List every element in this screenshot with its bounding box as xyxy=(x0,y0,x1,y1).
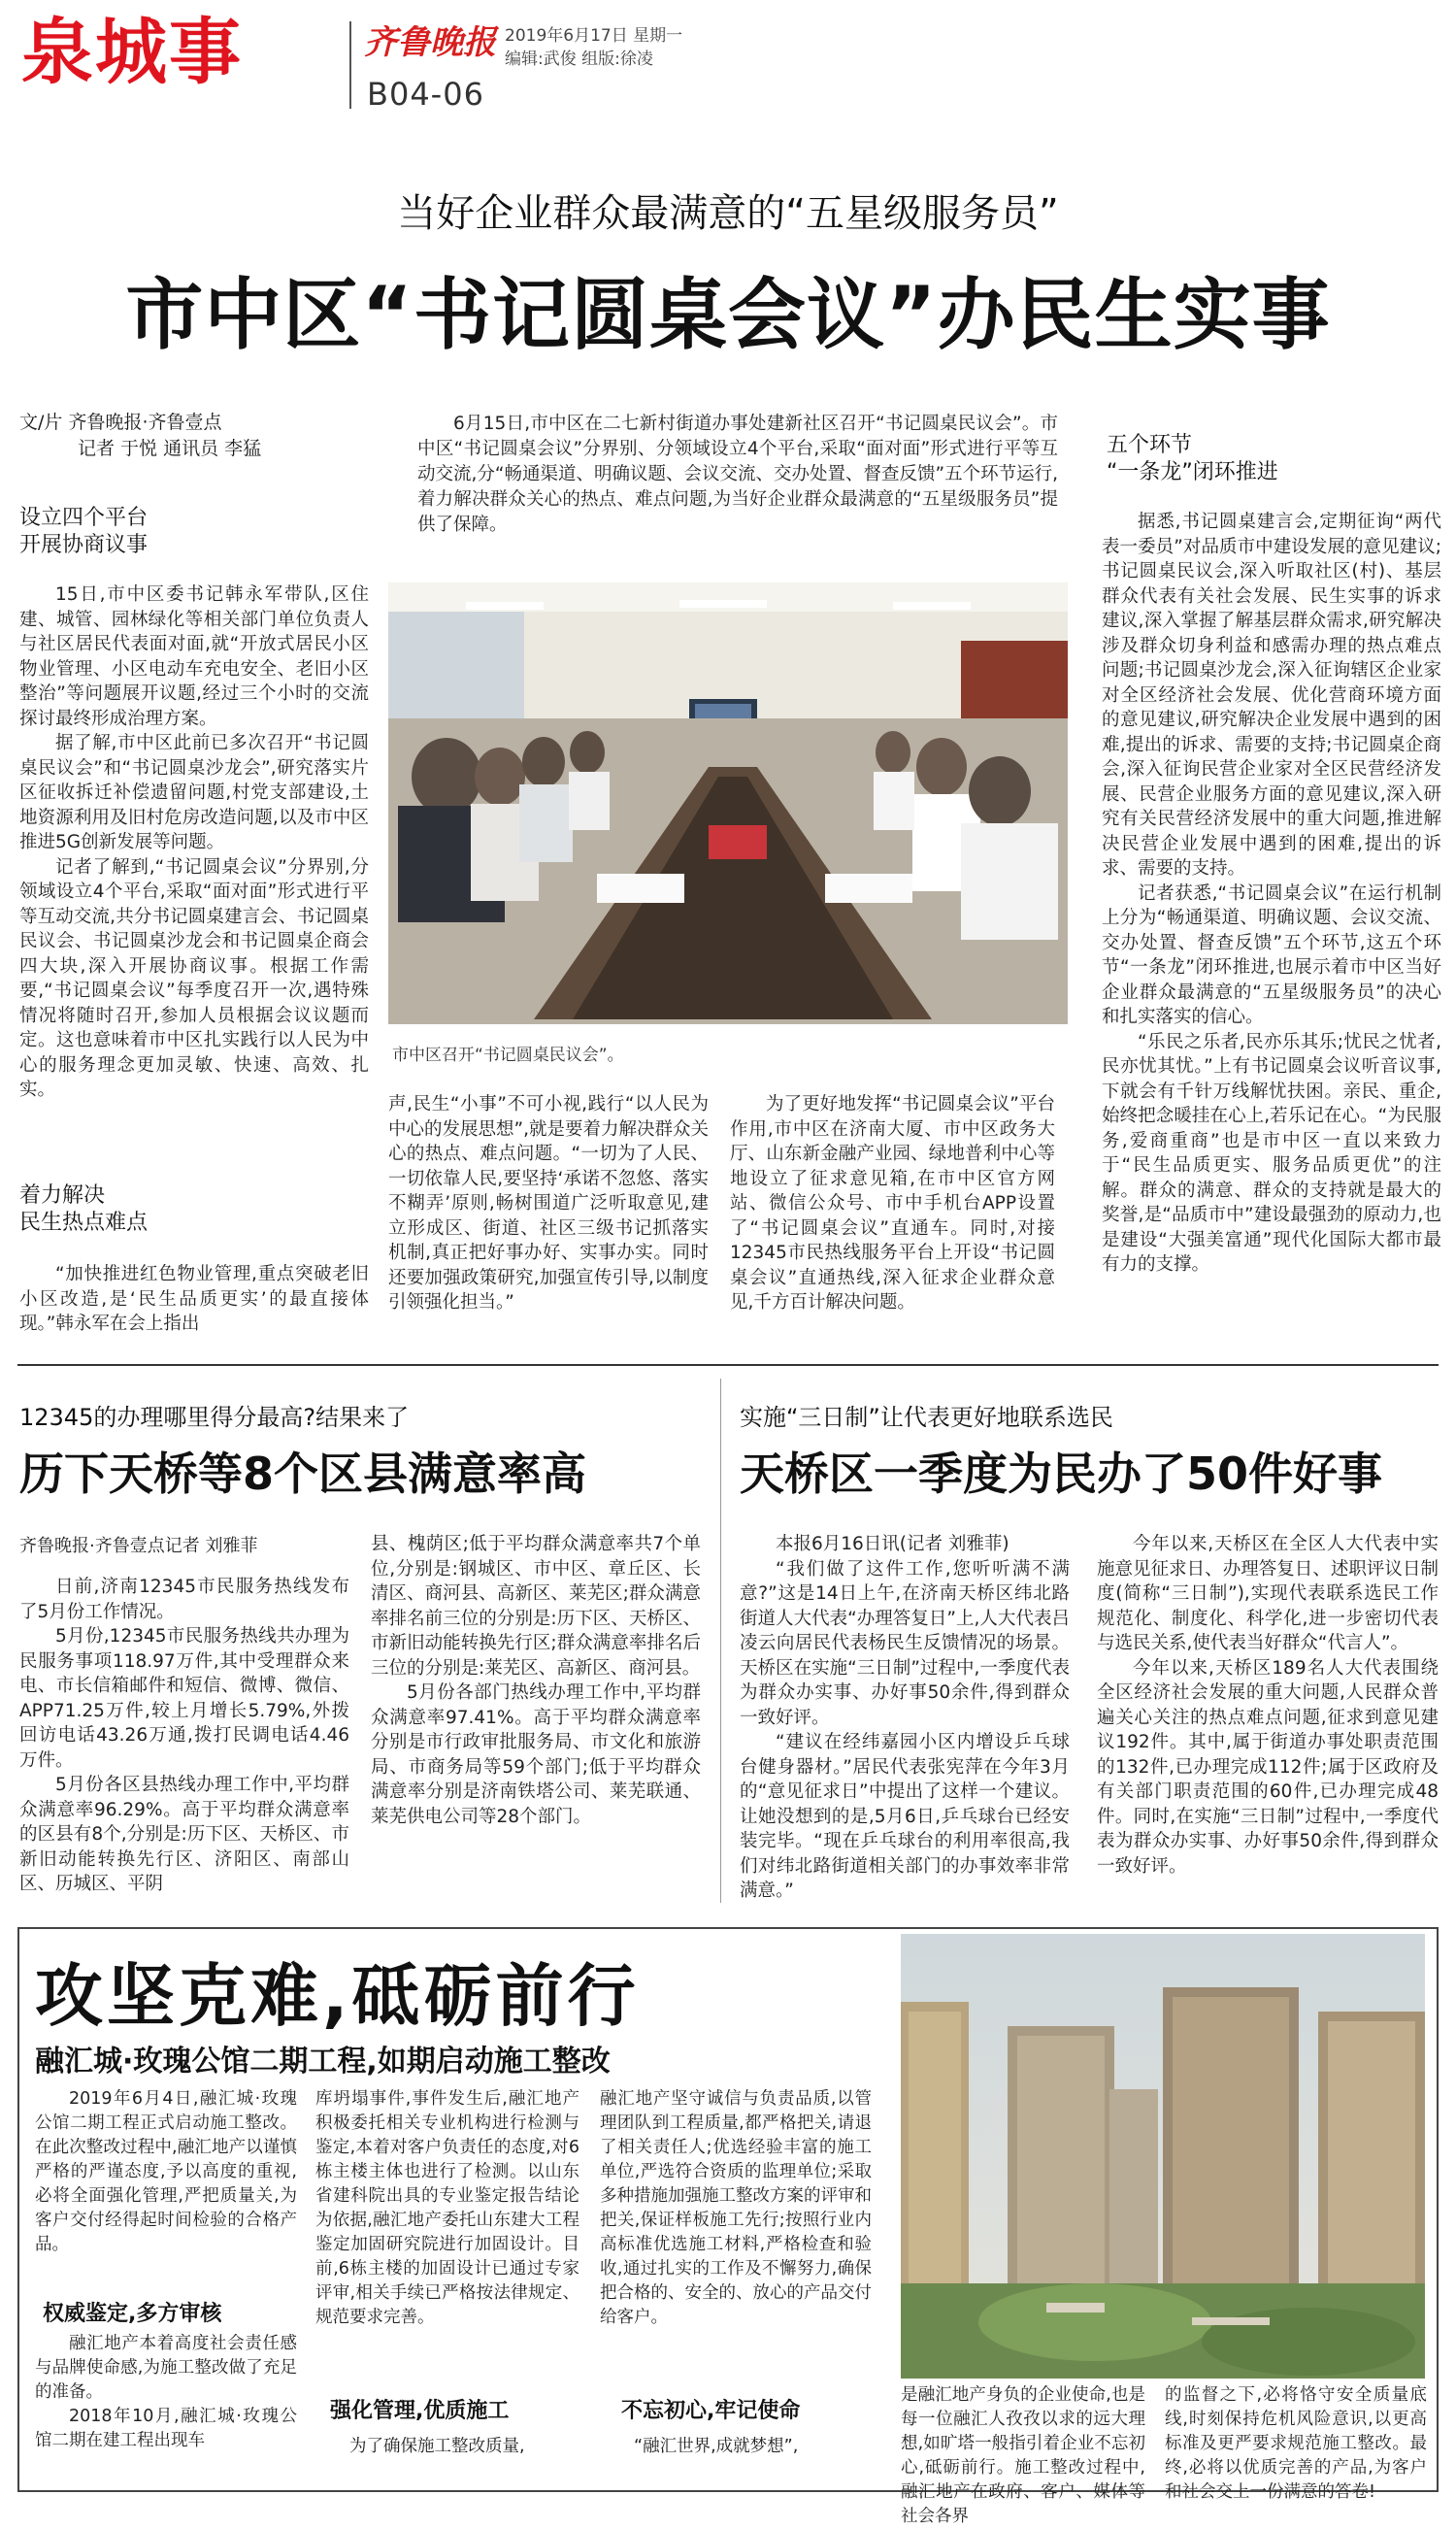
lead-column-1b xyxy=(19,1262,369,1340)
paragraph: 15日,市中区委书记韩永军带队,区住建、城管、园林绿化等相关部门单位负责人与社区居民代表面对面,就“开放式居民小区物业管理、小区电动车充电安全、老旧小区整治”等问题展开议题,经过三个小时的交流探讨最终形成治理方案。 xyxy=(19,584,369,729)
paragraph: 据悉,书记圆桌建言会,定期征询“两代表一委员”对品质市中建设发展的意见建议;书记圆桌民议会,深入听取社区(村)、基层群众代表有关社会发展、民生实事的诉求建议,深入掌握了解基层群众需求,研究解决涉及群众切身利益和感需办理的热点难点问题;书记圆桌沙龙会,深入征询辖区企业家对全区经济社会发展、优化营商环境方面的意见建议,研究解决企业发展中遇到的困难,提出的诉求、需要的支持;书记圆桌企商会,深入征询民营企业家对全区民营经济发展、民营企业服务方面的意见建议,深入研究有关民营经济发展中的重大问题,推进解决民营企业发展中遇到的困难,提出的诉求、需要的支持。 xyxy=(1102,512,1441,879)
lead-column-1 xyxy=(19,582,369,1103)
lead-column-2 xyxy=(388,1092,709,1345)
paragraph: 2019年6月4日,融汇城·玫瑰公馆二期工程正式启动施工整改。在此次整改过程中,融汇地产以谨慎严格的严谨态度,予以高度的重视,必将全面强化管理,严把质量关,为客户交付经得起时间检验的合格产品。 xyxy=(35,2089,297,2254)
story3-column-b xyxy=(1097,1532,1439,1895)
paragraph: 5月份,12345市民服务热线共办理为民服务事项118.97万件,其中受理群众来电、市长信箱邮件和短信、微博、微信、APP71.25万件,较上月增长5.79%,外拨回访电话43.26万通,拨打民调电话4.46万件。 xyxy=(19,1626,349,1771)
editor-line: 编辑:武俊 组版:徐凌 xyxy=(505,50,653,69)
paragraph: 的监督之下,必将恪守安全质量底线,时刻保持危机风险意识,以更高标准及更严要求规范施工整改。最终,必将以优质完善的产品,为客户和社会交上一份满意的答卷! xyxy=(1165,2385,1427,2502)
paragraph: 库坍塌事件,事件发生后,融汇地产积极委托相关专业机构进行检测与鉴定,本着对客户负责任的态度,对6栋主楼主体也进行了检测。以山东省建科院出具的专业鉴定报告结论为依据,融汇地产委托山东建大工程鉴定加固研究院进行加固设计。目前,6栋主楼的加固设计已通过专家评审,相关手续已严格按法律规定、规范要求完善。 xyxy=(315,2089,579,2327)
ad-headline: 攻坚克难,砥砺前行 xyxy=(35,1956,640,2036)
ad-column-2 xyxy=(315,2087,579,2330)
paragraph: 日前,济南12345市民服务热线发布了5月份工作情况。 xyxy=(19,1577,349,1622)
paragraph: 据了解,市中区此前已多次召开“书记圆桌民议会”和“书记圆桌沙龙会”,研究落实片区征收拆迁补偿遗留问题,村党支部建设,土地资源利用及旧村危房改造问题,以及市中区推进5G创新发展等问题。 xyxy=(19,733,369,852)
story3-kicker: 实施“三日制”让代表更好地联系选民 xyxy=(740,1404,1113,1431)
paragraph: 今年以来,天桥区在全区人大代表中实施意见征求日、办理答复日、述职评议日制度(简称“三日制”),实现代表联系选民工作规范化、制度化、科学化,进一步密切代表与选民关系,使代表当好群众“代言人”。 xyxy=(1097,1534,1439,1653)
ad-subheadline: 融汇城·玫瑰公馆二期工程,如期启动施工整改 xyxy=(35,2045,611,2079)
story3-column-a xyxy=(740,1532,1070,1901)
newspaper-logo: 齐鲁晚报 xyxy=(364,23,496,62)
column-divider xyxy=(720,1379,721,1903)
paragraph: “加快推进红色物业管理,重点突破老旧小区改造,是‘民生品质更实’的最直接体现。”韩永军在会上指出 xyxy=(19,1264,369,1334)
byline-line: 记者 于悦 通讯员 李猛 xyxy=(78,438,262,459)
subheading-line: 开展协商议事 xyxy=(19,533,149,557)
paragraph: 是融汇地产身负的企业使命,也是每一位融汇人孜孜以求的远大理想,如旷塔一般指引着企业不忘初心,砥砺前行。施工整改过程中,融汇地产在政府、客户、媒体等社会各界 xyxy=(901,2385,1145,2526)
ad-column-1 xyxy=(35,2087,297,2257)
story3-headline: 天桥区一季度为民办了50件好事 xyxy=(740,1448,1383,1500)
ad-column-4 xyxy=(901,2383,1145,2529)
building-render-illustration xyxy=(901,1934,1425,2379)
masthead-divider xyxy=(349,21,351,109)
paragraph: 6月15日,市中区在二七新村街道办事处建新社区召开“书记圆桌民议会”。市中区“书记圆桌会议”分界别、分领域设立4个平台,采取“面对面”形式进行平等互动交流,分“畅通渠道、明确议题、会议交流、交办处置、督查反馈”五个环节运行,着力解决群众关心的热点、难点问题,为当好企业群众最满意的“五星级服务员”提供了保障。 xyxy=(417,414,1058,535)
subheading-line: 民生热点难点 xyxy=(19,1211,149,1235)
paragraph: 5月份各区县热线办理工作中,平均群众满意率96.29%。高于平均群众满意率的区县有8个,分别是:历下区、天桥区、市新旧动能转换先行区、济阳区、南部山区、历城区、平阴 xyxy=(19,1775,349,1894)
paragraph: 县、槐荫区;低于平均群众满意率共7个单位,分别是:钢城区、市中区、章丘区、长清区、商河县、高新区、莱芜区;群众满意率排名前三位的分别是:历下区、天桥区、市新旧动能转换先行区;群众满意率排名后三位的分别是:莱芜区、高新区、商河县。 xyxy=(371,1534,701,1679)
paragraph: 为了更好地发挥“书记圆桌会议”平台作用,市中区在济南大厦、市中区政务大厅、山东新金融产业园、绿地普利中心等地设立了征求意见箱,在市中区官方网站、微信公众号、市中手机台APP设置了“书记圆桌会议”直通车。同时,对接12345市民热线服务平台上开设“书记圆桌会议”直通热线,深入征求企业群众意见,千方百计解决问题。 xyxy=(730,1094,1055,1313)
meeting-photo xyxy=(388,582,1068,1024)
subheading xyxy=(19,505,369,559)
paragraph: 5月份各部门热线办理工作中,平均群众满意率97.41%。高于平均群众满意率分别是市行政审批服务局、市文化和旅游局、市商务局等59个部门;低于平均群众满意率分别是济南铁塔公司、莱芜联通、莱芜供电公司等28个部门。 xyxy=(371,1682,701,1827)
ad-column-1b xyxy=(35,2332,297,2453)
ad-subheading: 不忘初心,牢记使命 xyxy=(621,2399,801,2423)
lead-column-4 xyxy=(1102,510,1441,1345)
subheading-line: 设立四个平台 xyxy=(19,506,149,530)
ad-column-3 xyxy=(600,2087,872,2330)
paragraph: 2018年10月,融汇城·玫瑰公馆二期在建工程出现车 xyxy=(35,2407,297,2450)
paragraph: 融汇地产坚守诚信与负责品质,以管理团队到工程质量,都严格把关,请退了相关责任人;优选经验丰富的施工单位,严选符合资质的监理单位;采取多种措施加强施工整改方案的评审和把关,保证样板施工先行;按照行业内高标准优选施工材料,严格检查和验收,通过扎实的工作及不懈努力,确保把合格的、安全的、放心的产品交付给客户。 xyxy=(600,2089,872,2327)
subheading-line: 五个环节 xyxy=(1107,433,1193,457)
paragraph: 今年以来,天桥区189名人大代表围绕全区经济社会发展的重大问题,人民群众普遍关心关注的热点难点问题,征求到意见建议192件。其中,属于街道办事处职责范围的132件,已办理完成112件;属于区政府及有关部门职责范围的60件,已办理完成48件。同时,在实施“三日制”过程中,一季度代表为群众办实事、办好事50余件,得到群众一致好评。 xyxy=(1097,1657,1439,1877)
subheading-line: “一条龙”闭环推进 xyxy=(1107,460,1278,484)
story2-headline: 历下天桥等8个区县满意率高 xyxy=(19,1448,587,1500)
lead-column-3 xyxy=(730,1092,1055,1345)
paragraph: “我们做了这件工作,您听听满不满意?”这是14日上午,在济南天桥区纬北路街道人大代表“办理答复日”上,人大代表吕凌云向居民代表杨民生反馈情况的场景。天桥区在实施“三日制”过程中,一季度代表为群众办实事、办好事50余件,得到群众一致好评。 xyxy=(740,1558,1070,1728)
lead-kicker: 当好企业群众最满意的“五星级服务员” xyxy=(397,191,1059,236)
paragraph: “融汇世界,成就梦想”, xyxy=(634,2437,799,2456)
subheading xyxy=(19,1182,369,1237)
lead-byline xyxy=(19,410,379,462)
byline-line: 文/片 齐鲁晚报·齐鲁壹点 xyxy=(19,412,222,433)
paragraph: 本报6月16日讯(记者 刘雅菲) xyxy=(776,1534,1009,1554)
ad-column-5 xyxy=(1165,2383,1427,2505)
paragraph: “乐民之乐者,民亦乐其乐;忧民之忧者,民亦忧其忧。”上有书记圆桌会议听音议事,下就会有千针万线解忧扶困。亲民、重企,始终把念暖挂在心上,若乐记在心。“为民服务,爱商重商”也是市中区一直以来致力于“民生品质更实、服务品质更优”的注解。群众的满意、群众的支持就是最大的奖誉,是“品质市中”建设最强劲的原动力,也是建设“大强美富通”现代化国际大都市最有力的支撑。 xyxy=(1102,1031,1441,1275)
page-number: B04-06 xyxy=(367,76,484,113)
building-render xyxy=(901,1934,1425,2379)
photo-caption: 市中区召开“书记圆桌民议会”。 xyxy=(392,1046,624,1065)
lead-intro xyxy=(417,412,1058,538)
lead-headline: 市中区“书记圆桌会议”办民生实事 xyxy=(125,270,1331,360)
story2-column-b xyxy=(371,1532,701,1895)
section-divider xyxy=(17,1364,1439,1366)
date-line: 2019年6月17日 星期一 xyxy=(505,26,683,46)
ad-subheading: 权威鉴定,多方审核 xyxy=(43,2302,222,2326)
paragraph: 记者了解到,“书记圆桌会议”分界别,分领域设立4个平台,采取“面对面”形式进行平等互动交流,共分书记圆桌建言会、书记圆桌民议会、书记圆桌沙龙会和书记圆桌企商会四大块,深入开展协商议事。根据工作需要,“书记圆桌会议”每季度召开一次,遇特殊情况将随时召开,参加人员根据会议议题而定。这也意味着市中区扎实践行以人民为中心的服务理念更加灵敏、快速、高效、扎实。 xyxy=(19,856,369,1100)
ad-subheading: 强化管理,优质施工 xyxy=(330,2399,510,2423)
meeting-photo-illustration xyxy=(388,582,1068,1024)
subheading-line: 着力解决 xyxy=(19,1183,106,1208)
story2-kicker: 12345的办理哪里得分最高?结果来了 xyxy=(19,1404,410,1431)
ad-column-3b xyxy=(600,2435,872,2459)
subheading xyxy=(1107,432,1437,486)
paragraph: 为了确保施工整改质量, xyxy=(349,2437,525,2456)
ad-column-2b xyxy=(315,2435,579,2459)
paragraph: 记者获悉,“书记圆桌会议”在运行机制上分为“畅通渠道、明确议题、会议交流、交办处置、督查反馈”五个环节,这五个环节“一条龙”闭环推进,也展示着市中区当好企业群众最满意的“五星级服务员”的决心和扎实落实的信心。 xyxy=(1102,882,1441,1027)
story2-column-a xyxy=(19,1575,349,1895)
paragraph: “建议在经纬嘉园小区内增设乒乓球台健身器材。”居民代表张宪萍在今年3月的“意见征求日”中提出了这样一个建议。让她没想到的是,5月6日,乒乓球台已经安装完毕。“现在乒乓球台的利用率很高,我们对纬北路街道相关部门的办事效率非常满意。” xyxy=(740,1732,1070,1901)
section-title: 泉城事 xyxy=(21,11,243,94)
story2-byline: 齐鲁晚报·齐鲁壹点记者 刘雅菲 xyxy=(19,1536,258,1556)
paragraph: 声,民生“小事”不可小视,践行“以人民为中心的发展思想”,就是要着力解决群众关心的热点、难点问题。“一切为了人民、一切依靠人民,要坚持‘承诺不忽悠、落实不糊弄’原则,畅树围道广泛听取意见,建立形成区、街道、社区三级书记抓落实机制,真正把好事办好、实事办实。同时还要加强政策研究,加强宣传引导,以制度引领强化担当。” xyxy=(388,1094,709,1313)
paragraph: 融汇地产本着高度社会责任感与品牌使命感,为施工整改做了充足的准备。 xyxy=(35,2334,297,2402)
